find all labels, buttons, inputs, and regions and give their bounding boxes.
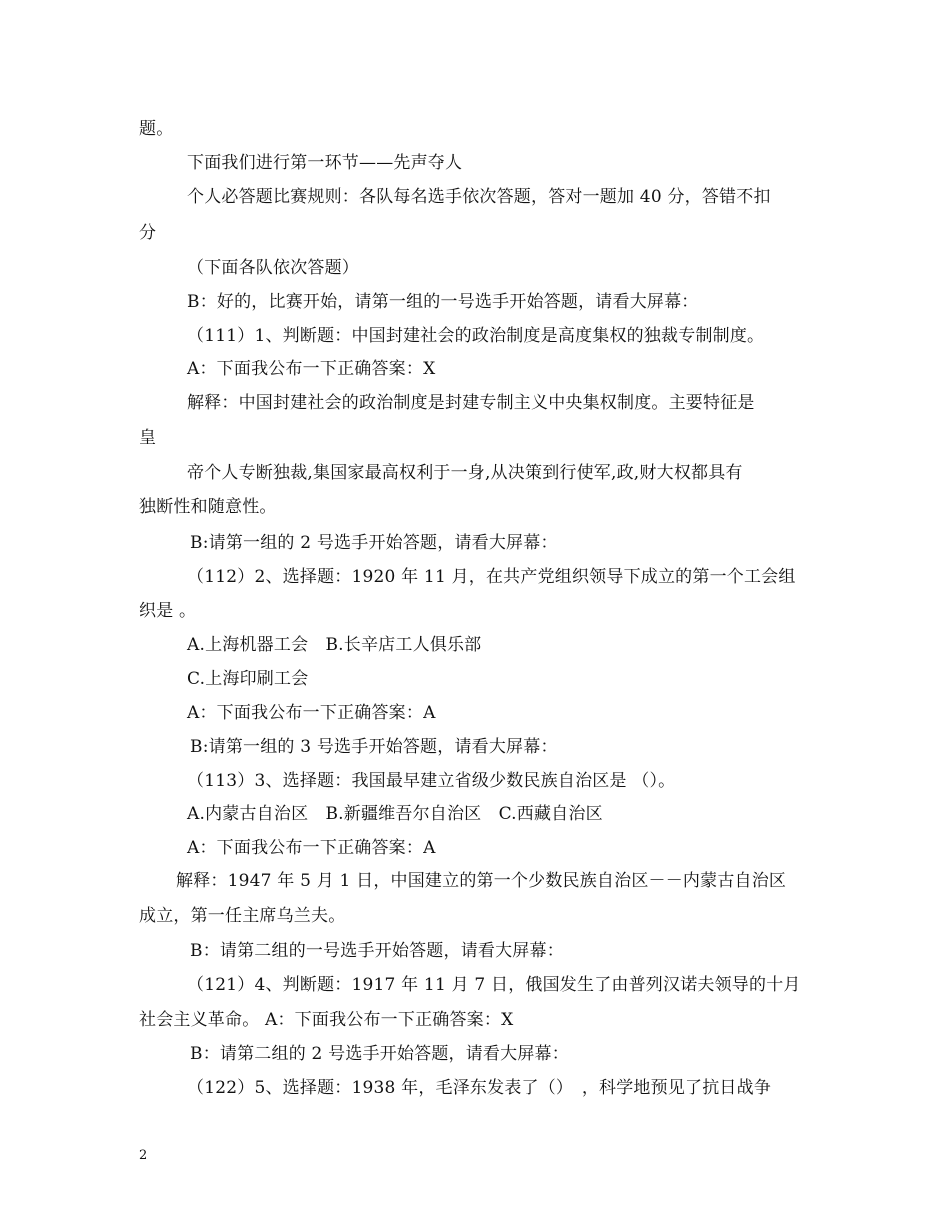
text-line: 解释：1947 年 5 月 1 日，中国建立的第一个少数民族自治区－－内蒙古自治区 xyxy=(176,871,787,891)
text-line: 独断性和随意性。 xyxy=(139,497,277,517)
text-line: （111）1、判断题：中国封建社会的政治制度是高度集权的独裁专制制度。 xyxy=(187,326,765,346)
text-line: 成立，第一任主席乌兰夫。 xyxy=(139,906,346,926)
text-line: 织是 。 xyxy=(139,601,197,621)
text-line: （下面各队依次答题） xyxy=(187,258,359,278)
text-line: B:请第一组的 3 号选手开始答题，请看大屏幕： xyxy=(190,737,558,757)
text-line: B：请第二组的 2 号选手开始答题，请看大屏幕： xyxy=(190,1044,569,1064)
text-line: 社会主义革命。 A：下面我公布一下正确答案：X xyxy=(139,1010,514,1030)
text-line: （122）5、选择题：1938 年，毛泽东发表了（） ，科学地预见了抗日战争 xyxy=(187,1078,772,1098)
page-number: 2 xyxy=(139,1148,148,1163)
text-line: 分 xyxy=(139,223,157,243)
text-line: 皇 xyxy=(139,428,157,448)
text-line: A：下面我公布一下正确答案：A xyxy=(187,838,436,858)
text-line: 帝个人专断独裁,集国家最高权利于一身,从决策到行使军,政,财大权都具有 xyxy=(187,463,743,483)
text-line: B:请第一组的 2 号选手开始答题，请看大屏幕： xyxy=(190,533,558,553)
text-line: B：请第二组的一号选手开始答题，请看大屏幕： xyxy=(190,941,564,961)
text-line: A.内蒙古自治区 B.新疆维吾尔自治区 C.西藏自治区 xyxy=(187,804,603,824)
text-line: B：好的，比赛开始，请第一组的一号选手开始答题，请看大屏幕： xyxy=(187,292,699,312)
text-line: C.上海印刷工会 xyxy=(187,669,309,689)
text-line: 下面我们进行第一环节——先声夺人 xyxy=(187,153,463,173)
text-line: A：下面我公布一下正确答案：X xyxy=(187,359,436,379)
text-line: 解释：中国封建社会的政治制度是封建专制主义中央集权制度。主要特征是 xyxy=(187,393,755,413)
text-line: 个人必答题比赛规则：各队每名选手依次答题，答对一题加 40 分，答错不扣 xyxy=(187,187,771,207)
text-line: 题。 xyxy=(139,119,174,139)
text-line: A.上海机器工会 B.长辛店工人俱乐部 xyxy=(187,635,482,655)
text-line: （113）3、选择题：我国最早建立省级少数民族自治区是 （）。 xyxy=(187,771,676,791)
text-line: A：下面我公布一下正确答案：A xyxy=(187,703,436,723)
text-line: （121）4、判断题：1917 年 11 月 7 日，俄国发生了由普列汉诺夫领导的十月 xyxy=(187,975,801,995)
text-line: （112）2、选择题：1920 年 11 月，在共产党组织领导下成立的第一个工会组 xyxy=(187,567,796,587)
